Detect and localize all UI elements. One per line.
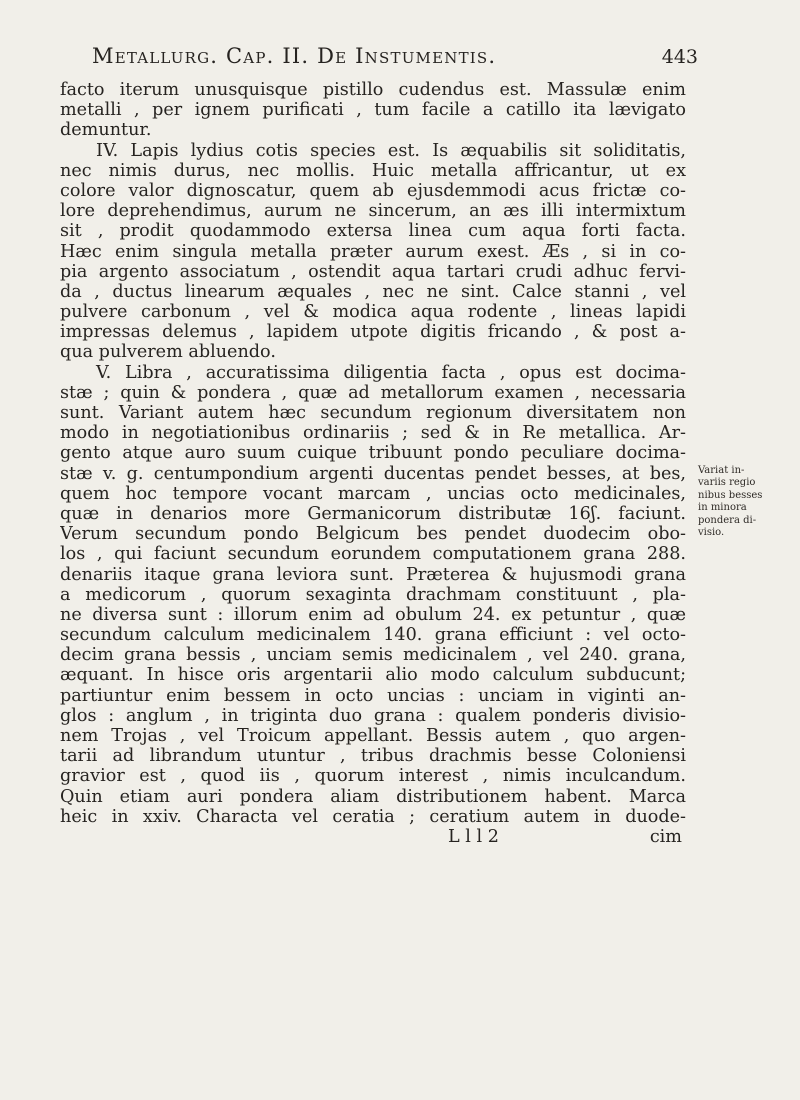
text-line: los , qui faciunt secundum eorundem computationem grana 288. xyxy=(60,544,686,565)
text-line: glos : anglum , in triginta duo grana : qualem ponderis divisio- xyxy=(60,705,686,726)
text-line: qua pulverem abluendo. xyxy=(60,342,276,363)
page-footer-line xyxy=(60,827,686,847)
text-line: tarii ad librandum utuntur , tribus drachmis besse Coloniensi xyxy=(60,746,686,767)
text-line: da , ductus linearum æquales , nec ne sint. Calce stanni , vel xyxy=(60,281,686,302)
text-line: IV. Lapis lydius cotis species est. Is æquabilis sit soliditatis, xyxy=(96,140,686,161)
text-line: ne diversa sunt : illorum enim ad obulum 24. ex petuntur , quæ xyxy=(60,604,686,625)
text-line: pia argento associatum , ostendit aqua tartari crudi adhuc fervi- xyxy=(60,261,686,282)
text-line: denariis itaque grana leviora sunt. Præterea & hujusmodi grana xyxy=(60,564,686,585)
text-line: decim grana bessis , unciam semis medicinalem , vel 240. grana, xyxy=(60,645,686,666)
text-line: Quin etiam auri pondera aliam distributionem habent. Marca xyxy=(60,786,686,807)
text-line: demuntur. xyxy=(60,120,152,141)
margin-note xyxy=(698,465,782,539)
margin-note-line: visio. xyxy=(698,527,725,539)
margin-note-line: nibus besses xyxy=(698,489,763,501)
text-line: heic in xxiv. Characta vel ceratia ; ceratium autem in duode- xyxy=(60,806,686,827)
text-line: gravior est , quod iis , quorum interest , nimis inculcandum. xyxy=(60,766,686,787)
text-line: impressas delemus , lapidem utpote digitis fricando , & post a- xyxy=(60,322,686,343)
text-line: facto iterum unusquisque pistillo cudendus est. Massulæ enim xyxy=(60,80,686,100)
text-line: Verum secundum pondo Belgicum bes pendet duodecim obo- xyxy=(60,524,686,545)
text-line: pulvere carbonum , vel & modica aqua rodente , lineas lapidi xyxy=(60,302,686,323)
text-line: sunt. Variant autem hæc secundum regionum diversitatem non xyxy=(60,403,686,423)
running-title: Metallurg. Cap. II. De Instumentis. xyxy=(92,44,497,68)
text-line: stæ ; quin & pondera , quæ ad metallorum examen , necessaria xyxy=(60,382,686,403)
text-line: nec nimis durus, nec mollis. Huic metalla affricantur, ut ex xyxy=(60,160,686,181)
text-line: æquant. In hisce oris argentarii alio modo calculum subducunt; xyxy=(60,665,686,686)
text-line: nem Trojas , vel Troicum appellant. Bessis autem , quo argen- xyxy=(60,726,686,746)
text-line: gento atque auro suum cuique tribuunt pondo peculiare docima- xyxy=(60,443,686,464)
catchword: cim xyxy=(649,826,682,847)
margin-note-line: Variat in- xyxy=(698,465,745,476)
text-line: quæ in denarios more Germanicorum distributæ 16ʃ. faciunt. xyxy=(60,503,686,524)
text-line: metalli , per ignem purificati , tum facile a catillo ita lævigato xyxy=(60,100,686,121)
text-line: stæ v. g. centumpondium argenti ducentas pendet besses, at bes, xyxy=(60,463,686,484)
text-line: sit , prodit quodammodo extersa linea cum aqua forti facta. xyxy=(60,221,686,242)
margin-note-line: in minora xyxy=(698,502,747,514)
text-line: Hæc enim singula metalla præter aurum exest. Æs , si in co- xyxy=(60,241,686,262)
body-text xyxy=(60,80,686,847)
margin-note-line: pondera di- xyxy=(698,514,757,526)
text-line: modo in negotiationibus ordinariis ; sed & in Re metallica. Ar- xyxy=(60,423,686,444)
text-line: V. Libra , accuratissima diligentia facta , opus est docima- xyxy=(96,362,686,383)
text-line: lore deprehendimus, aurum ne sincerum, an æs illi intermixtum xyxy=(60,201,686,222)
text-line: quem hoc tempore vocant marcam , uncias octo medicinales, xyxy=(60,483,686,504)
text-line: a medicorum , quorum sexaginta drachmam constituunt , pla- xyxy=(60,584,686,605)
signature-mark: L l l 2 xyxy=(448,826,499,847)
text-line: partiuntur enim bessem in octo uncias : unciam in viginti an- xyxy=(60,685,686,706)
running-header xyxy=(92,44,698,74)
text-line: secundum calculum medicinalem 140. grana efficiunt : vel octo- xyxy=(60,625,686,646)
margin-note-line: variis regio xyxy=(698,477,756,489)
text-line: colore valor dignoscatur, quem ab ejusdemmodi acus frictæ co- xyxy=(60,180,686,201)
page-number: 443 xyxy=(661,46,698,68)
